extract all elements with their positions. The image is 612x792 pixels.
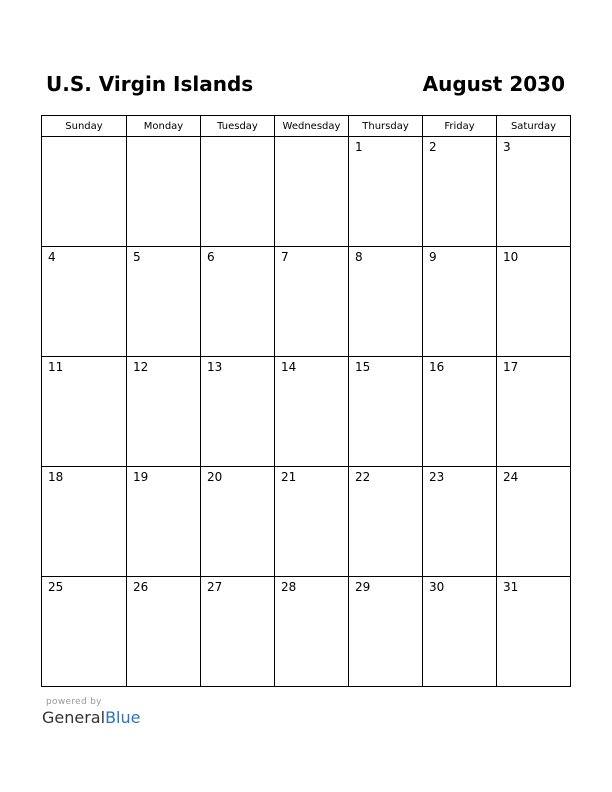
day-number: 15 [355,360,371,374]
weekday-wednesday: Wednesday [275,116,349,137]
weekday-monday: Monday [127,116,201,137]
week-row [42,247,571,357]
day-number: 18 [48,470,64,484]
month-year-title: August 2030 [422,72,565,96]
day-number: 30 [429,580,445,594]
day-cell [275,357,349,467]
day-number: 26 [133,580,149,594]
week-row [42,577,571,687]
day-number: 3 [503,140,511,154]
day-cell [275,577,349,687]
powered-by-label: powered by [46,697,102,707]
day-number: 1 [355,140,363,154]
day-number: 12 [133,360,149,374]
day-cell [423,247,497,357]
day-number: 24 [503,470,519,484]
day-cell [127,247,201,357]
weekday-thursday: Thursday [349,116,423,137]
day-cell [497,247,571,357]
week-row [42,357,571,467]
day-number: 27 [207,580,223,594]
day-cell [497,577,571,687]
day-cell [349,137,423,247]
generalblue-logo[interactable] [42,708,140,727]
day-cell [423,577,497,687]
day-cell [127,467,201,577]
day-number: 14 [281,360,297,374]
day-cell [42,577,127,687]
day-number: 29 [355,580,371,594]
week-row [42,137,571,247]
day-number: 2 [429,140,437,154]
day-cell [201,467,275,577]
day-number [275,137,348,140]
day-number: 8 [355,250,363,264]
day-cell [201,247,275,357]
day-cell [42,467,127,577]
day-cell [42,247,127,357]
day-cell [349,357,423,467]
day-cell [423,357,497,467]
day-cell [127,357,201,467]
day-cell [423,137,497,247]
day-number [127,137,200,140]
day-cell [127,137,201,247]
day-cell [423,467,497,577]
day-number: 10 [503,250,519,264]
day-number: 5 [133,250,141,264]
day-cell [497,357,571,467]
day-cell [497,137,571,247]
week-row [42,467,571,577]
day-cell [349,577,423,687]
day-cell [349,247,423,357]
day-number: 20 [207,470,223,484]
day-number: 31 [503,580,519,594]
day-number: 4 [48,250,56,264]
calendar-grid [41,115,571,687]
day-number [201,137,274,140]
day-number: 19 [133,470,149,484]
day-number [42,137,126,140]
day-cell [201,577,275,687]
day-number: 17 [503,360,519,374]
day-cell [201,137,275,247]
day-number: 22 [355,470,371,484]
weekday-header-row [42,116,571,137]
day-cell [275,137,349,247]
weekday-saturday: Saturday [497,116,571,137]
weekday-tuesday: Tuesday [201,116,275,137]
day-cell [42,137,127,247]
weekday-sunday: Sunday [42,116,127,137]
day-cell [275,247,349,357]
brand-general: General [42,708,106,727]
day-cell [201,357,275,467]
day-number: 7 [281,250,289,264]
day-number: 28 [281,580,297,594]
day-cell [275,467,349,577]
footer-branding [42,697,140,727]
day-number: 21 [281,470,297,484]
day-number: 11 [48,360,64,374]
brand-blue: Blue [105,708,141,727]
day-cell [127,577,201,687]
day-number: 9 [429,250,437,264]
day-number: 23 [429,470,445,484]
day-number: 13 [207,360,223,374]
day-cell [349,467,423,577]
day-number: 16 [429,360,445,374]
day-number: 6 [207,250,215,264]
country-title: U.S. Virgin Islands [46,72,254,96]
day-cell [42,357,127,467]
weekday-friday: Friday [423,116,497,137]
day-cell [497,467,571,577]
day-number: 25 [48,580,64,594]
